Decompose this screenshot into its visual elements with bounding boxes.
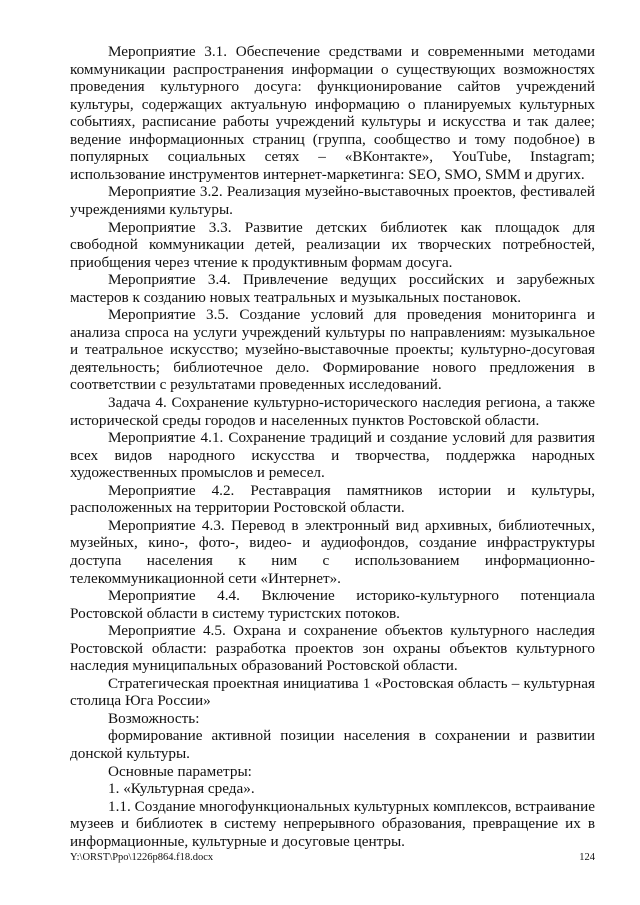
text-line: Мероприятие 3.1. Обеспечение средствами и современными методами bbox=[108, 43, 595, 60]
text-line: соответствии с результатами проведенных исследований. bbox=[70, 376, 442, 394]
text-line: ведение информационных страниц (группа, сообщество и тому подобное) в bbox=[70, 130, 595, 148]
text-line: проведения культурного досуга: функционирование сайтов учреждений bbox=[70, 78, 595, 96]
text-line: свободной коммуникации детей, реализации их творческих потребностей, bbox=[70, 236, 595, 254]
text-line: исторической среды городов и населенных пунктов Ростовской области. bbox=[70, 411, 540, 429]
text-line: Возможность: bbox=[108, 709, 200, 727]
text-line: событиях, расписание работы учреждений культуры и искусства и так далее; bbox=[70, 113, 595, 131]
text-line: Ростовской области: разработка проектов зон охраны объектов культурного bbox=[70, 639, 595, 657]
text-line: Мероприятие 4.4. Включение историко-культурного потенциала bbox=[108, 587, 595, 605]
text-line: популярных социальных сетях – «ВКонтакте», YouTube, Instagram; bbox=[70, 148, 595, 166]
text-line: использование инструментов интернет-маркетинга: SEO, SMO, SMM и других. bbox=[70, 165, 585, 183]
text-line: наследия муниципальных образований Ростовской области. bbox=[70, 657, 458, 675]
text-line: всех видов народного искусства и творчества, поддержка народных bbox=[70, 446, 595, 464]
text-line: мастеров к созданию новых театральных и музыкальных постановок. bbox=[70, 288, 522, 306]
text-line: донской культуры. bbox=[70, 745, 190, 762]
text-line: столица Юга России» bbox=[70, 692, 211, 710]
text-line: Мероприятие 3.3. Развитие детских библиотек как площадок для bbox=[108, 218, 595, 236]
text-line: Стратегическая проектная инициатива 1 «Ростовская область – культурная bbox=[108, 674, 595, 692]
page-number: 124 bbox=[579, 852, 595, 863]
text-line: музеев и библиотек в систему непрерывного образования, превращение их в bbox=[70, 815, 595, 833]
text-line: приобщения через чтение к продуктивным формам досуга. bbox=[70, 253, 453, 271]
text-line: Мероприятие 3.2. Реализация музейно-выставочных проектов, фестивалей bbox=[108, 183, 595, 201]
footer-file-path: Y:\ORST\Ppo\1226p864.f18.docx bbox=[70, 852, 214, 863]
text-line: учреждениями культуры. bbox=[70, 200, 233, 218]
text-line: телекоммуникационной сети «Интернет». bbox=[70, 569, 341, 587]
text-line: художественных промыслов и ремесел. bbox=[70, 464, 325, 482]
text-line: доступа населения к ним с использованием информационно- bbox=[70, 551, 595, 569]
text-line: культуры, содержащих актуальную информацию о планируемых культурных bbox=[70, 95, 595, 113]
text-line: анализа спроса на услуги учреждений культуры по направлениям: музыкальное bbox=[70, 323, 595, 341]
text-line: информационные, культурные и досуговые центры. bbox=[70, 832, 405, 850]
text-line: Мероприятие 4.3. Перевод в электронный вид архивных, библиотечных, bbox=[108, 516, 595, 534]
text-line: Ростовской области в систему туристских потоков. bbox=[70, 604, 400, 622]
text-line: 1. «Культурная среда». bbox=[108, 780, 255, 798]
text-line: Мероприятие 4.5. Охрана и сохранение объектов культурного наследия bbox=[108, 622, 595, 640]
text-line: деятельность; библиотечное дело. Формирование нового предложения в bbox=[70, 358, 595, 376]
text-line: Основные параметры: bbox=[108, 762, 252, 780]
text-line: Мероприятие 3.4. Привлечение ведущих российских и зарубежных bbox=[108, 271, 595, 289]
text-line: Мероприятие 3.5. Создание условий для проведения мониторинга и bbox=[108, 306, 595, 324]
text-line: 1.1. Создание многофункциональных культурных комплексов, встраивание bbox=[108, 797, 595, 815]
text-line: расположенных на территории Ростовской области. bbox=[70, 499, 405, 517]
text-line: коммуникации распространения информации о существующих возможностях bbox=[70, 60, 595, 78]
text-line: музейных, кино-, фото-, видео- и аудиофондов, создание инфраструктуры bbox=[70, 534, 595, 552]
text-line: формирование активной позиции населения в сохранении и развитии bbox=[108, 727, 595, 745]
text-line: Задача 4. Сохранение культурно-исторического наследия региона, а также bbox=[108, 394, 595, 411]
text-line: Мероприятие 4.1. Сохранение традиций и создание условий для развития bbox=[108, 429, 595, 447]
text-line: и театральное искусство; музейно-выставочные проекты; культурно-досуговая bbox=[70, 341, 595, 359]
text-line: Мероприятие 4.2. Реставрация памятников истории и культуры, bbox=[108, 481, 595, 499]
